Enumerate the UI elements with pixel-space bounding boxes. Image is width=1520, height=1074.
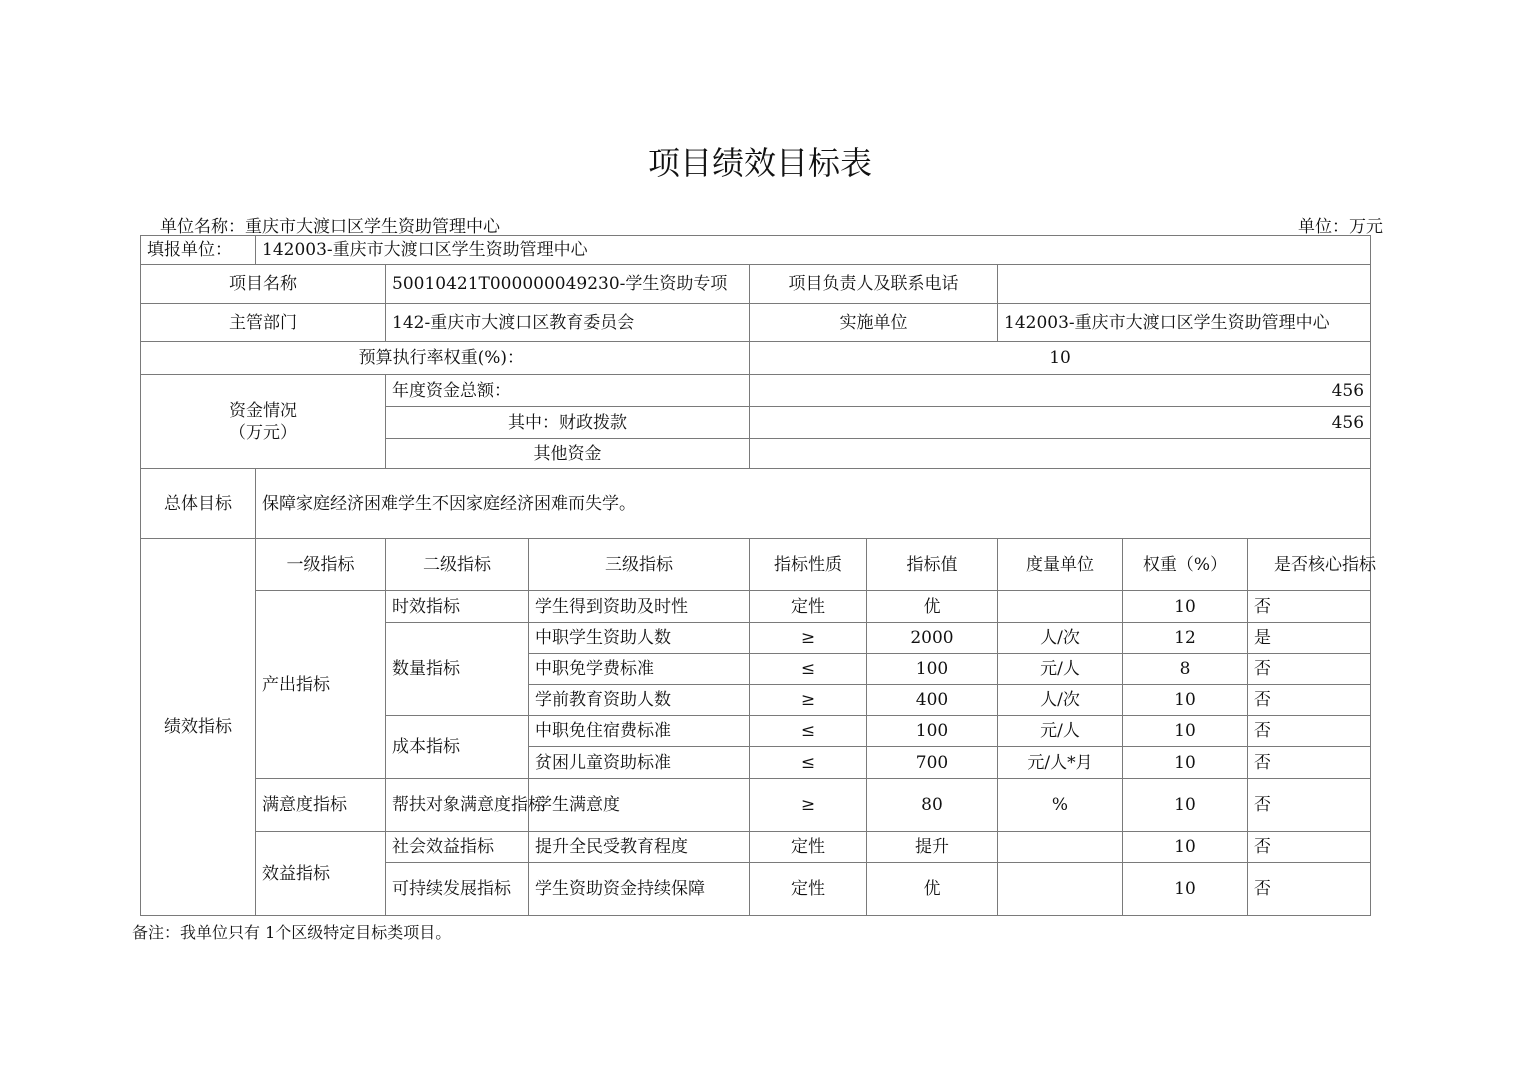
funds-fiscal-value: 456 <box>750 407 1371 439</box>
indicator-core: 否 <box>1248 863 1371 916</box>
funds-other-value <box>750 439 1371 469</box>
indicator-nature: ≥ <box>750 623 867 654</box>
indicator-name: 贫困儿童资助标准 <box>529 747 750 779</box>
indicator-weight: 10 <box>1123 685 1248 716</box>
currency-unit-label: 单位：万元 <box>1298 217 1383 237</box>
indicator-value: 100 <box>867 716 998 747</box>
indicator-unit <box>998 832 1123 863</box>
implementing-unit-value: 142003-重庆市大渡口区学生资助管理中心 <box>998 304 1371 342</box>
indicator-nature: 定性 <box>750 863 867 916</box>
reporting-unit-value: 142003-重庆市大渡口区学生资助管理中心 <box>256 236 1371 265</box>
overall-goal-label: 总体目标 <box>141 469 256 539</box>
project-name-value: 50010421T000000049230-学生资助专项 <box>386 265 750 304</box>
indicator-nature: ≥ <box>750 685 867 716</box>
header-value: 指标值 <box>867 539 998 591</box>
indicator-name: 中职免住宿费标准 <box>529 716 750 747</box>
indicator-name: 学生资助资金持续保障 <box>529 863 750 916</box>
header-level1: 一级指标 <box>256 539 386 591</box>
level2-sustainable: 可持续发展指标 <box>386 863 529 916</box>
performance-target-table <box>140 235 1376 916</box>
indicator-core: 否 <box>1248 591 1371 623</box>
header-level3: 三级指标 <box>529 539 750 591</box>
overall-goal-row <box>141 469 1371 539</box>
level1-benefit: 效益指标 <box>256 832 386 916</box>
performance-indicators-label: 绩效指标 <box>141 539 256 916</box>
department-label: 主管部门 <box>141 304 386 342</box>
indicator-core: 否 <box>1248 779 1371 832</box>
budget-weight-value: 10 <box>750 342 1371 375</box>
funds-fiscal-label: 其中：财政拨款 <box>386 407 750 439</box>
department-row <box>141 304 1371 342</box>
contact-label: 项目负责人及联系电话 <box>750 265 998 304</box>
indicator-weight: 10 <box>1123 832 1248 863</box>
funds-total-label: 年度资金总额： <box>386 375 750 407</box>
indicator-weight: 10 <box>1123 863 1248 916</box>
project-name-label: 项目名称 <box>141 265 386 304</box>
level2-social: 社会效益指标 <box>386 832 529 863</box>
header-weight: 权重（%） <box>1123 539 1248 591</box>
indicator-value: 100 <box>867 654 998 685</box>
indicator-name: 学前教育资助人数 <box>529 685 750 716</box>
reporting-unit-label: 填报单位： <box>141 236 256 265</box>
indicator-name: 学生得到资助及时性 <box>529 591 750 623</box>
header-level2: 二级指标 <box>386 539 529 591</box>
table-row <box>141 591 1371 623</box>
header-unit: 度量单位 <box>998 539 1123 591</box>
indicator-core: 否 <box>1248 716 1371 747</box>
indicator-nature: ≤ <box>750 716 867 747</box>
indicator-nature: ≤ <box>750 747 867 779</box>
budget-weight-label: 预算执行率权重(%)： <box>141 342 750 375</box>
funds-label <box>141 375 386 469</box>
indicator-weight: 12 <box>1123 623 1248 654</box>
indicator-core: 否 <box>1248 832 1371 863</box>
indicator-value: 80 <box>867 779 998 832</box>
indicator-weight: 8 <box>1123 654 1248 685</box>
indicator-unit <box>998 591 1123 623</box>
indicator-value: 优 <box>867 863 998 916</box>
indicator-core: 否 <box>1248 654 1371 685</box>
contact-value <box>998 265 1371 304</box>
indicator-weight: 10 <box>1123 779 1248 832</box>
indicator-value: 提升 <box>867 832 998 863</box>
indicator-weight: 10 <box>1123 716 1248 747</box>
indicator-unit: % <box>998 779 1123 832</box>
indicator-value: 400 <box>867 685 998 716</box>
overall-goal-value: 保障家庭经济困难学生不因家庭经济困难而失学。 <box>256 469 1371 539</box>
unit-name-label: 单位名称：重庆市大渡口区学生资助管理中心 <box>160 217 500 237</box>
indicator-core: 否 <box>1248 747 1371 779</box>
indicator-name: 提升全民受教育程度 <box>529 832 750 863</box>
funds-label-line1: 资金情况 <box>229 400 297 421</box>
level1-satisfaction: 满意度指标 <box>256 779 386 832</box>
indicator-core: 是 <box>1248 623 1371 654</box>
indicator-name: 中职学生资助人数 <box>529 623 750 654</box>
level2-timeliness: 时效指标 <box>386 591 529 623</box>
funds-label-line2: （万元） <box>229 422 297 443</box>
indicator-unit: 元/人 <box>998 716 1123 747</box>
level1-output: 产出指标 <box>256 591 386 779</box>
indicator-nature: ≥ <box>750 779 867 832</box>
funds-other-label: 其他资金 <box>386 439 750 469</box>
indicator-name: 学生满意度 <box>529 779 750 832</box>
table-row <box>141 779 1371 832</box>
indicator-header-row <box>141 539 1371 591</box>
table-row <box>141 832 1371 863</box>
indicator-value: 优 <box>867 591 998 623</box>
indicator-unit: 元/人*月 <box>998 747 1123 779</box>
indicator-nature: 定性 <box>750 832 867 863</box>
indicator-weight: 10 <box>1123 747 1248 779</box>
indicator-value: 2000 <box>867 623 998 654</box>
indicator-nature: ≤ <box>750 654 867 685</box>
indicator-weight: 10 <box>1123 591 1248 623</box>
indicator-unit: 人/次 <box>998 685 1123 716</box>
indicator-unit: 元/人 <box>998 654 1123 685</box>
indicator-unit <box>998 863 1123 916</box>
indicator-unit: 人/次 <box>998 623 1123 654</box>
level2-cost: 成本指标 <box>386 716 529 779</box>
project-name-row <box>141 265 1371 304</box>
indicator-core: 否 <box>1248 685 1371 716</box>
page-title: 项目绩效目标表 <box>647 144 872 182</box>
implementing-unit-label: 实施单位 <box>750 304 998 342</box>
funds-total-value: 456 <box>750 375 1371 407</box>
reporting-unit-row <box>141 236 1371 265</box>
funds-total-row <box>141 375 1371 407</box>
indicator-value: 700 <box>867 747 998 779</box>
indicator-nature: 定性 <box>750 591 867 623</box>
remark-note: 备注：我单位只有 1个区级特定目标类项目。 <box>132 923 452 942</box>
level2-satisfaction: 帮扶对象满意度指标 <box>386 779 529 832</box>
indicator-name: 中职免学费标准 <box>529 654 750 685</box>
budget-weight-row <box>141 342 1371 375</box>
header-core: 是否核心指标 <box>1248 539 1371 591</box>
level2-quantity: 数量指标 <box>386 623 529 716</box>
department-value: 142-重庆市大渡口区教育委员会 <box>386 304 750 342</box>
header-nature: 指标性质 <box>750 539 867 591</box>
